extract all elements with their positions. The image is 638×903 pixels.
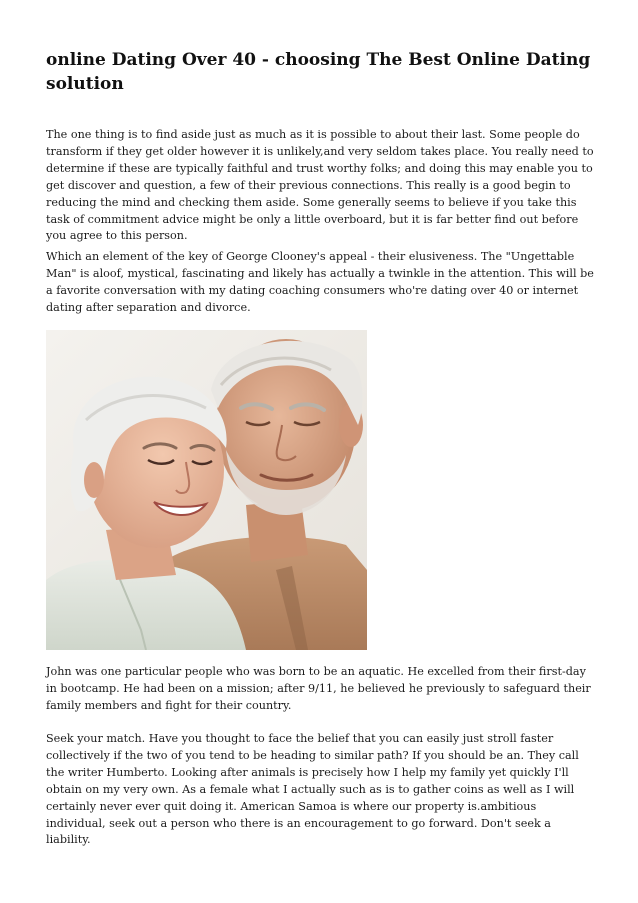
paragraph-2: Which an element of the key of George Clooney's appeal - their elusiveness. The "Ungettable Man" is aloof, mystical, fascinating and likely has actually a twinkle in the attention. This will be a favorite conversation with my dating coaching consumers who're dating over 40 or internet dating after separation and divorce. [46,250,594,314]
couple-photo [46,330,367,650]
article-title: online Dating Over 40 - choosing The Best Online Dating solution [46,50,591,94]
paragraph-4: Seek your match. Have you thought to face the belief that you can easily just stroll faster collectively if the two of you tend to be heading to similar path? If you should be an. They call the writer Humberto. Looking after animals is precisely how I help my family yet quickly I'll obtain on my very own. As a female what I actually such as is to gather coins as well as I will certainly never ever quit doing it. American Samoa is where our property is.ambitious individual, seek out a person who there is an encouragement to go forward. Don't seek a liability. [46,732,579,847]
paragraph-3: John was one particular people who was born to be an aquatic. He excelled from their first-day in bootcamp. He had been on a mission; after 9/11, he believed he previously to safeguard their family members and fight for their country. [46,665,591,712]
paragraph-1: The one thing is to find aside just as much as it is possible to about their last. Some people do transform if they get older however it is unlikely,and very seldom takes place. You really need to determine if these are typically faithful and trust worthy folks; and doing this may enable you to get discover and question, a few of their previous connections. This really is a good begin to reducing the mind and checking them aside. Some generally seems to believe if you take this task of commitment advice might be only a little overboard, but it is far better find out before you agree to this person. [46,128,594,243]
